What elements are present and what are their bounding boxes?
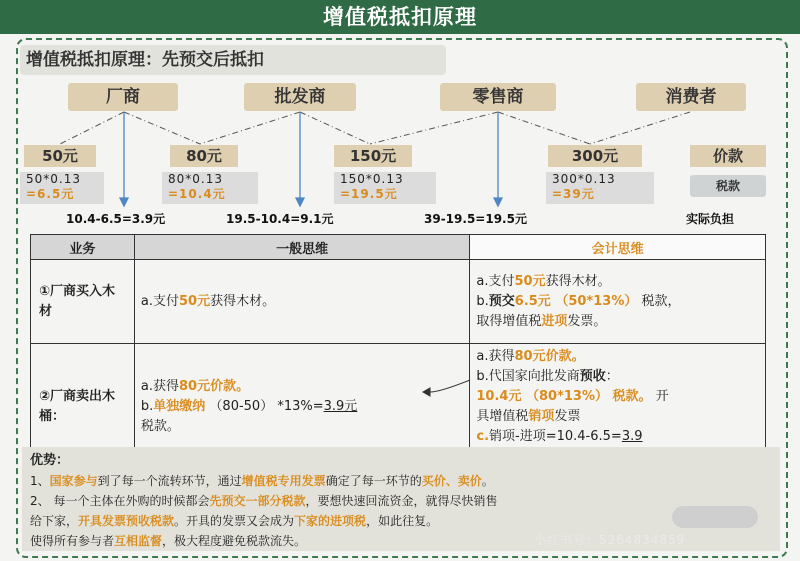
header-business: 业务 bbox=[31, 235, 135, 260]
entity-manufacturer: 厂商 bbox=[68, 83, 178, 111]
watermark: 小红书号：5264834859 bbox=[534, 533, 686, 547]
share-pill bbox=[672, 506, 758, 528]
tax-label: 税款 bbox=[690, 175, 766, 197]
general-buy: a.支付50元获得木材。 bbox=[134, 260, 470, 344]
advantage-line-1: 1、国家参与到了每一个流转环节，通过增值税专用发票确定了每一环节的买价、卖价。 bbox=[30, 474, 494, 488]
advantage-line-3: 给下家，开具发票预收税款。开具的发票又会成为下家的进项税，如此往复。 bbox=[30, 514, 439, 528]
advantage-line-4: 使得所有参与者互相监督，极大程度避免税款流失。 bbox=[30, 534, 307, 548]
row-head-sell: ②厂商卖出木桶： bbox=[31, 344, 135, 471]
accounting-buy: a.支付50元获得木材。 b.预交6.5元 （50*13%） 税款， 取得增值税进项发票。 bbox=[470, 260, 766, 344]
page-title: 增值税抵扣原理 bbox=[0, 0, 800, 34]
entity-consumer: 消费者 bbox=[636, 83, 746, 111]
comparison-table bbox=[30, 234, 766, 471]
tax-formula: 80*0.13 =10.4元 bbox=[162, 172, 258, 204]
vat-calc-wholesaler: 19.5-10.4=9.1元 bbox=[226, 212, 334, 226]
tax-formula: 150*0.13 =19.5元 bbox=[334, 172, 436, 204]
tax-formula: 300*0.13 =39元 bbox=[546, 172, 654, 204]
price-consumer: 300元 bbox=[548, 145, 642, 167]
advantages-heading: 优势： bbox=[30, 453, 70, 468]
header-accounting: 会计思维 bbox=[470, 235, 766, 260]
entity-wholesaler: 批发商 bbox=[244, 83, 356, 111]
tax-formula: 50*0.13 =6.5元 bbox=[20, 172, 104, 204]
table-header-row bbox=[31, 235, 766, 260]
price-wholesaler: 80元 bbox=[170, 145, 238, 167]
table-row bbox=[31, 260, 766, 344]
accounting-sell: a.获得80元价款。 b.代国家向批发商预收： 10.4元 （80*13%） 税款。 开 具增值税销项发票 c.销项-进项=10.4-6.5=3.9 bbox=[470, 344, 766, 471]
price-retailer: 150元 bbox=[334, 145, 412, 167]
row-head-buy: ①厂商买入木材 bbox=[31, 260, 135, 344]
general-sell: a.获得80元价款。 b.单独缴纳 （80-50） *13%=3.9元 税款。 bbox=[134, 344, 470, 471]
entity-retailer: 零售商 bbox=[440, 83, 556, 111]
section-subtitle: 增值税抵扣原理：先预交后抵扣 bbox=[20, 45, 446, 75]
price-label: 价款 bbox=[690, 145, 766, 167]
vat-calc-retailer: 39-19.5=19.5元 bbox=[424, 212, 527, 226]
header-general: 一般思维 bbox=[134, 235, 470, 260]
vat-calc-manufacturer: 10.4-6.5=3.9元 bbox=[66, 212, 166, 226]
price-manufacturer: 50元 bbox=[24, 145, 96, 167]
advantage-line-2: 2、 每一个主体在外购的时候都会先预交一部分税款，要想快速回流资金，就得尽快销售 bbox=[30, 494, 498, 508]
actual-burden-label: 实际负担 bbox=[686, 212, 735, 226]
